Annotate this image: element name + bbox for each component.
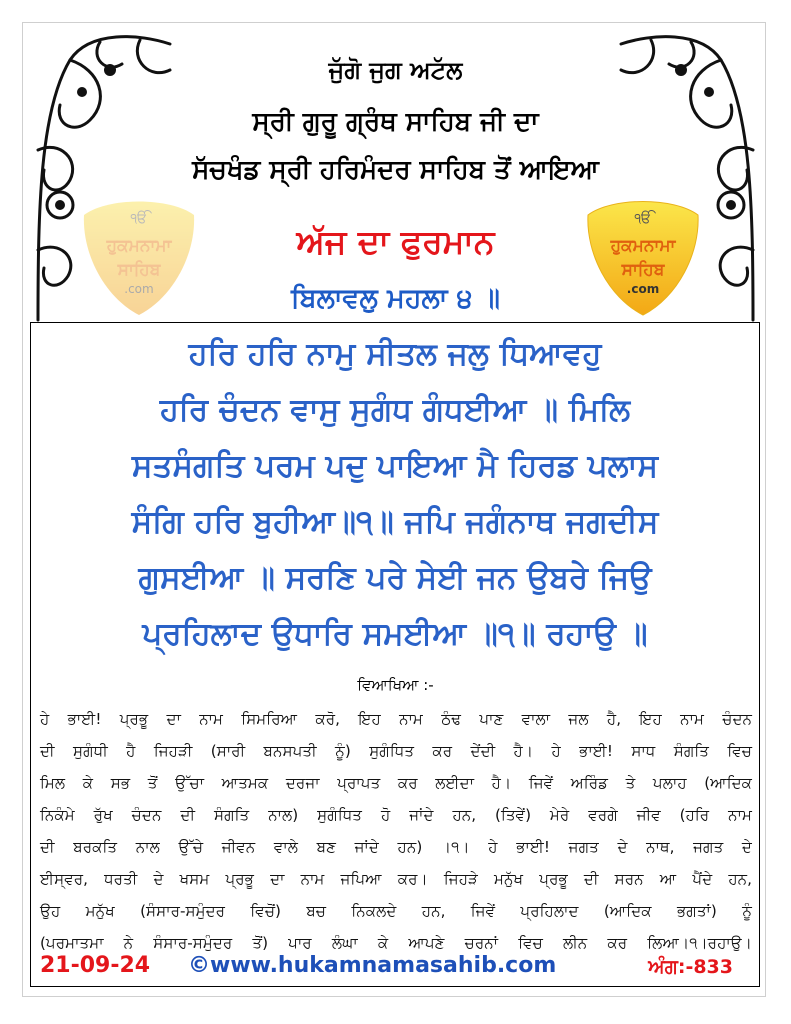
explanation-line: ਮਿਲ ਕੇ ਸਭ ਤੋਂ ਉੱਚਾ ਆਤਮਕ ਦਰਜਾ ਪ੍ਰਾਪਤ ਕਰ ਲਈਦਾ ਹੈ। ਜਿਵੇਂ ਅਰਿੰਡ ਤੇ ਪਲਾਹ (ਆਦਿਕ bbox=[40, 774, 752, 792]
explanation-line: ਦੀ ਸੁਗੰਧੀ ਹੈ ਜਿਹੜੀ (ਸਾਰੀ ਬਨਸਪਤੀ ਨੂੰ) ਸੁਗੰਧਿਤ ਕਰ ਦੇਂਦੀ ਹੈ। ਹੇ ਭਾਈ! ਸਾਧ ਸੰਗਤਿ ਵਿਚ bbox=[40, 742, 752, 760]
explanation-line: (ਪਰਮਾਤਮਾ ਨੇ ਸੰਸਾਰ-ਸਮੁੰਦਰ ਤੋਂ) ਪਾਰ ਲੰਘਾ ਕੇ ਆਪਣੇ ਚਰਨਾਂ ਵਿਚ ਲੀਨ ਕਰ ਲਿਆ।੧।ਰਹਾਉ। bbox=[40, 934, 752, 952]
svg-text:.com: .com bbox=[124, 282, 154, 296]
page-title: ਅੱਜ ਦਾ ਫੁਰਮਾਨ bbox=[296, 222, 495, 261]
header-line-1: ਜੁੱਗੋ ਜੁਗ ਅਟੱਲ bbox=[328, 56, 463, 84]
explanation-line: ਉਹ ਮਨੁੱਖ (ਸੰਸਾਰ-ਸਮੁੰਦਰ ਵਿਚੋਂ) ਬਚ ਨਿਕਲਦੇ ਹਨ, ਜਿਵੇਂ ਪ੍ਰਹਿਲਾਦ (ਆਦਿਕ ਭਗਤਾਂ) ਨੂੰ bbox=[40, 902, 752, 920]
ang-number: ਅੰਗ:-833 bbox=[648, 956, 733, 978]
verse-line: ਹਰਿ ਚੰਦਨ ਵਾਸੁ ਸੁਗੰਧ ਗੰਧਈਆ ॥ ਮਿਲਿ bbox=[159, 392, 631, 428]
svg-text:ਹੁਕਮਨਾਮਾ: ਹੁਕਮਨਾਮਾ bbox=[106, 236, 172, 256]
svg-text:ੴ: ੴ bbox=[130, 211, 148, 227]
header-line-2: ਸ੍ਰੀ ਗੁਰੂ ਗ੍ਰੰਥ ਸਾਹਿਬ ਜੀ ਦਾ bbox=[252, 107, 539, 137]
explanation-line: ਈਸ੍ਵਰ, ਧਰਤੀ ਦੇ ਖਸਮ ਪ੍ਰਭੂ ਦਾ ਨਾਮ ਜਪਿਆ ਕਰ। ਜਿਹੜੇ ਮਨੁੱਖ ਪ੍ਰਭੂ ਦੀ ਸਰਨ ਆ ਪੈਂਦੇ ਹਨ, bbox=[40, 870, 752, 888]
date-label: 21-09-24 bbox=[40, 953, 151, 978]
verse-line: ਗੁਸਈਆ ॥ ਸਰਣਿ ਪਰੇ ਸੇਈ ਜਨ ਉਬਰੇ ਜਿਉ bbox=[138, 560, 652, 596]
explanation-line: ਹੇ ਭਾਈ! ਪ੍ਰਭੂ ਦਾ ਨਾਮ ਸਿਮਰਿਆ ਕਰੋ, ਇਹ ਨਾਮ ਠੰਢ ਪਾਣ ਵਾਲਾ ਜਲ ਹੈ, ਇਹ ਨਾਮ ਚੰਦਨ bbox=[40, 710, 752, 728]
verse-line: ਹਰਿ ਹਰਿ ਨਾਮੁ ਸੀਤਲ ਜਲੁ ਧਿਆਵਹੁ bbox=[188, 336, 602, 372]
svg-text:.com: .com bbox=[626, 282, 660, 296]
raag-heading: ਬਿਲਾਵਲੁ ਮਹਲਾ ੪ ॥ bbox=[291, 283, 500, 314]
svg-text:ਸਾਹਿਬ: ਸਾਹਿਬ bbox=[621, 260, 665, 280]
verse-line: ਪ੍ਰਹਿਲਾਦ ਉਧਾਰਿ ਸਮਈਆ ॥੧॥ ਰਹਾਉ ॥ bbox=[142, 616, 648, 652]
verse-line: ਸੰਗਿ ਹਰਿ ਬੁਹੀਆ॥੧॥ ਜਪਿ ਜਗੰਨਾਥ ਜਗਦੀਸ bbox=[131, 504, 659, 540]
website-link[interactable]: ©www.hukamnamasahib.com bbox=[188, 953, 557, 978]
verse-line: ਸਤਸੰਗਤਿ ਪਰਮ ਪਦੁ ਪਾਇਆ ਮੈ ਹਿਰਡ ਪਲਾਸ bbox=[131, 448, 659, 484]
explanation-line: ਨਿਕੰਮੇ ਰੁੱਖ ਚੰਦਨ ਦੀ ਸੰਗਤਿ ਨਾਲ) ਸੁਗੰਧਿਤ ਹੋ ਜਾਂਦੇ ਹਨ, (ਤਿਵੇਂ) ਮੇਰੇ ਵਰਗੇ ਜੀਵ (ਹਰਿ ਨਾਮ bbox=[40, 806, 752, 824]
svg-text:ੴ: ੴ bbox=[634, 211, 652, 227]
explanation-line: ਦੀ ਬਰਕਤਿ ਨਾਲ ਉੱਚੇ ਜੀਵਨ ਵਾਲੇ ਬਣ ਜਾਂਦੇ ਹਨ) ।੧। ਹੇ ਭਾਈ! ਜਗਤ ਦੇ ਨਾਥ, ਜਗਤ ਦੇ bbox=[40, 838, 752, 856]
svg-text:ਸਾਹਿਬ: ਸਾਹਿਬ bbox=[117, 260, 161, 280]
header-line-3: ਸੱਚਖੰਡ ਸ੍ਰੀ ਹਰਿਮੰਦਰ ਸਾਹਿਬ ਤੋਂ ਆਇਆ bbox=[192, 155, 599, 185]
svg-text:ਹੁਕਮਨਾਮਾ: ਹੁਕਮਨਾਮਾ bbox=[610, 236, 676, 256]
explanation-label: ਵਿਆਖਿਆ :- bbox=[357, 676, 434, 694]
